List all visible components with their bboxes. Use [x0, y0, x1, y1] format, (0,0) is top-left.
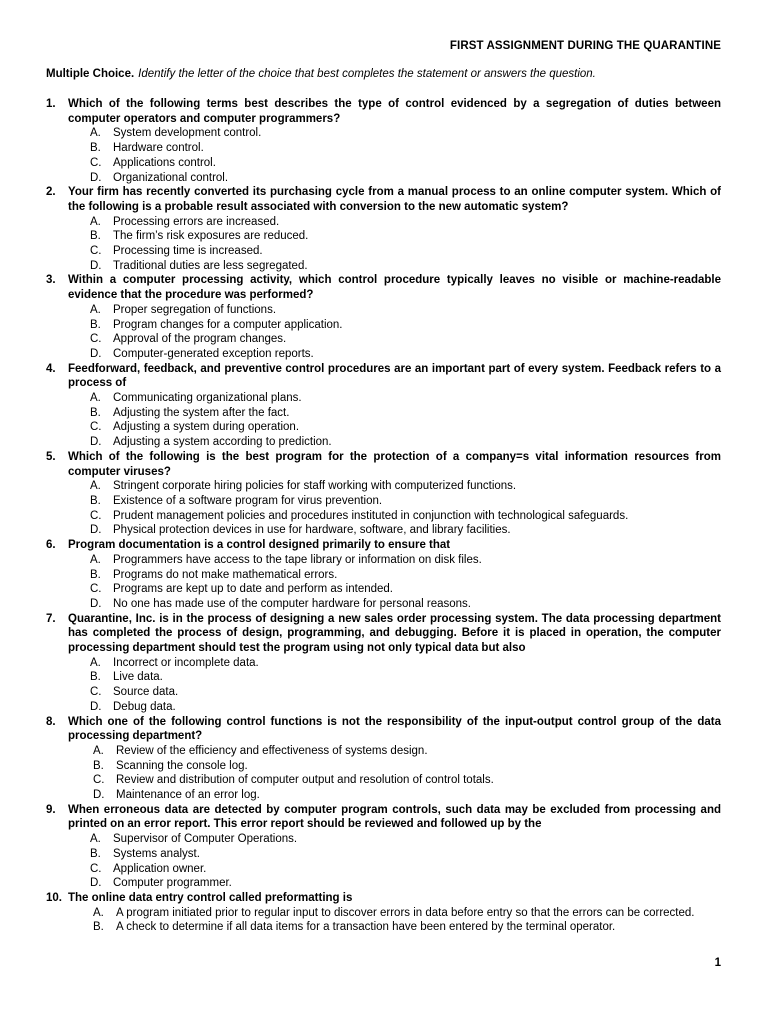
option-text: The firm’s risk exposures are reduced.: [113, 230, 309, 243]
option-text: Review and distribution of computer output and resolution of control totals.: [116, 774, 494, 787]
question-text: Which of the following terms best describes the type of control evidenced by a segregation of duties between computer operators and computer programmers?: [68, 98, 721, 125]
option-letter: A.: [90, 303, 101, 316]
question-number: 1.: [46, 98, 56, 110]
option-letter: A.: [90, 127, 101, 140]
answer-option: [68, 744, 721, 759]
option-text: Applications control.: [113, 156, 216, 169]
question-number: 7.: [46, 612, 56, 625]
answer-option: [68, 862, 721, 877]
answer-option: [68, 494, 721, 509]
option-letter: A.: [90, 392, 101, 405]
question-text: Which of the following is the best program for the protection of a company=s vital information resources from computer viruses?: [68, 450, 721, 478]
option-letter: C.: [90, 686, 102, 699]
option-letter: C.: [90, 509, 102, 522]
option-letter: A.: [90, 215, 101, 228]
question-8: [46, 715, 721, 803]
question-4: [46, 362, 721, 450]
answer-option: [68, 229, 721, 244]
option-text: Stringent corporate hiring policies for staff working with computerized functions.: [113, 480, 517, 493]
option-text: Computer-generated exception reports.: [113, 347, 314, 360]
option-letter: B.: [93, 921, 104, 934]
option-text: Organizational control.: [113, 171, 229, 184]
answer-option: [68, 773, 721, 788]
option-letter: A.: [90, 553, 101, 566]
page-title: FIRST ASSIGNMENT DURING THE QUARANTINE: [449, 40, 721, 52]
option-text: Programmers have access to the tape library or information on disk files.: [113, 553, 482, 566]
answer-options: [68, 126, 721, 185]
instructions: [46, 68, 596, 80]
answer-options: [68, 553, 721, 612]
instructions-label: Multiple Choice.: [46, 68, 135, 80]
answer-options: [68, 303, 721, 362]
instructions-text: Identify the letter of the choice that best completes the statement or answers the question.: [138, 68, 596, 80]
answer-option: [68, 582, 721, 597]
answer-option: [68, 656, 721, 671]
answer-option: [68, 171, 721, 186]
option-text: A program initiated prior to regular input to discover errors in data before entry so that the errors can be corrected.: [116, 906, 695, 919]
option-text: Live data.: [113, 671, 163, 684]
option-letter: D.: [90, 171, 102, 184]
question-6: [46, 538, 721, 612]
answer-options: [68, 391, 721, 450]
answer-option: [68, 259, 721, 274]
question-1: [46, 97, 721, 185]
answer-option: [68, 126, 721, 141]
answer-option: [68, 318, 721, 333]
option-letter: C.: [90, 862, 102, 875]
option-letter: D.: [93, 789, 105, 802]
question-10: [46, 891, 721, 935]
option-text: Programs are kept up to date and perform as intended.: [113, 583, 393, 596]
option-text: Proper segregation of functions.: [113, 303, 277, 316]
option-letter: C.: [93, 774, 105, 787]
option-letter: B.: [90, 671, 101, 684]
option-text: Supervisor of Computer Operations.: [113, 833, 298, 846]
option-letter: C.: [90, 156, 102, 169]
option-letter: A.: [90, 480, 101, 493]
option-text: Source data.: [113, 686, 179, 699]
option-text: A check to determine if all data items for a transaction have been entered by the terminal operator.: [116, 921, 616, 934]
option-text: Program changes for a computer application.: [113, 318, 343, 331]
option-text: Processing time is increased.: [113, 245, 263, 258]
option-text: Adjusting the system after the fact.: [113, 406, 290, 419]
option-letter: D.: [90, 436, 102, 449]
question-text: When erroneous data are detected by computer program controls, such data may be excluded from processing and printed on an error report. This error report should be reviewed and followed up by the: [68, 803, 721, 831]
answer-option: [68, 700, 721, 715]
option-letter: B.: [93, 759, 104, 772]
question-list: [46, 97, 721, 935]
option-letter: D.: [90, 259, 102, 272]
answer-option: [68, 597, 721, 612]
answer-option: [68, 332, 721, 347]
option-text: Adjusting a system during operation.: [113, 421, 300, 434]
option-text: Communicating organizational plans.: [113, 392, 302, 405]
question-text: Program documentation is a control designed primarily to ensure that: [68, 539, 451, 552]
question-number: 3.: [46, 274, 56, 287]
answer-option: [68, 141, 721, 156]
option-letter: A.: [90, 656, 101, 669]
option-text: Application owner.: [113, 862, 207, 875]
option-text: System development control.: [113, 127, 262, 140]
answer-options: [68, 656, 721, 715]
answer-option: [68, 906, 721, 921]
question-5: [46, 450, 721, 538]
option-letter: D.: [90, 877, 102, 890]
option-text: Traditional duties are less segregated.: [113, 259, 308, 272]
answer-option: [68, 553, 721, 568]
option-text: Review of the efficiency and effectiveness of systems design.: [116, 744, 428, 757]
option-letter: B.: [90, 406, 101, 419]
option-text: Hardware control.: [113, 142, 204, 155]
option-text: Processing errors are increased.: [113, 215, 280, 228]
answer-options: [68, 906, 721, 935]
answer-option: [68, 568, 721, 583]
answer-option: [68, 759, 721, 774]
question-3: [46, 273, 721, 361]
answer-options: [68, 479, 721, 538]
option-letter: D.: [90, 597, 102, 610]
option-text: Computer programmer.: [113, 877, 232, 890]
option-text: Scanning the console log.: [116, 759, 248, 772]
question-text: Feedforward, feedback, and preventive control procedures are an important part of every system. Feedback refers to a process of: [68, 362, 721, 390]
answer-option: [68, 156, 721, 171]
option-text: Adjusting a system according to prediction.: [113, 436, 332, 449]
option-letter: B.: [90, 318, 101, 331]
question-number: 6.: [46, 539, 56, 552]
question-number: 10.: [46, 891, 62, 904]
option-text: Systems analyst.: [113, 847, 200, 860]
answer-option: [68, 788, 721, 803]
answer-option: [68, 244, 721, 259]
question-number: 9.: [46, 803, 56, 816]
page-number: 1: [714, 957, 721, 969]
answer-options: [68, 744, 721, 803]
question-2: [46, 185, 721, 273]
answer-option: [68, 832, 721, 847]
question-7: [46, 612, 721, 715]
option-letter: D.: [90, 347, 102, 360]
question-text: Within a computer processing activity, which control procedure typically leaves no visible or machine-readable evidence that the procedure was performed?: [68, 274, 721, 302]
answer-option: [68, 876, 721, 891]
answer-option: [68, 215, 721, 230]
option-letter: D.: [90, 700, 102, 713]
option-text: Programs do not make mathematical errors.: [113, 568, 338, 581]
question-text: Your firm has recently converted its purchasing cycle from a manual process to an online computer system. Which of the following is a probable result associated with conversion to the new automatic system?: [68, 186, 721, 213]
question-number: 5.: [46, 450, 56, 463]
option-text: No one has made use of the computer hardware for personal reasons.: [113, 597, 471, 610]
answer-option: [68, 523, 721, 538]
option-text: Debug data.: [113, 700, 176, 713]
option-letter: B.: [90, 847, 101, 860]
option-letter: C.: [90, 583, 102, 596]
answer-option: [68, 420, 721, 435]
question-text: Which one of the following control functions is not the responsibility of the input-output control group of the data processing department?: [68, 715, 721, 743]
option-letter: D.: [90, 524, 102, 537]
answer-option: [68, 435, 721, 450]
option-text: Maintenance of an error log.: [116, 789, 260, 802]
answer-option: [68, 920, 721, 935]
answer-option: [68, 391, 721, 406]
option-letter: C.: [90, 333, 102, 346]
answer-option: [68, 509, 721, 524]
option-letter: B.: [90, 230, 101, 243]
answer-option: [68, 406, 721, 421]
option-text: Approval of the program changes.: [113, 333, 287, 346]
option-text: Incorrect or incomplete data.: [113, 656, 259, 669]
option-letter: B.: [90, 568, 101, 581]
option-text: Existence of a software program for virus prevention.: [113, 494, 383, 507]
answer-options: [68, 215, 721, 274]
answer-options: [68, 832, 721, 891]
option-letter: A.: [90, 833, 101, 846]
option-text: Prudent management policies and procedures instituted in conjunction with technological safeguards.: [113, 509, 629, 522]
question-9: [46, 803, 721, 891]
answer-option: [68, 347, 721, 362]
answer-option: [68, 685, 721, 700]
question-text: Quarantine, Inc. is in the process of designing a new sales order processing system. The data processing department has completed the process of design, programming, and debugging. Before it is placed in operation, the computer processing department should test the program using not only typical data but also: [68, 612, 721, 655]
option-letter: C.: [90, 245, 102, 258]
option-letter: A.: [93, 906, 104, 919]
option-letter: B.: [90, 494, 101, 507]
question-number: 8.: [46, 715, 56, 728]
answer-option: [68, 303, 721, 318]
question-text: The online data entry control called preformatting is: [68, 891, 353, 904]
answer-option: [68, 670, 721, 685]
option-letter: B.: [90, 142, 101, 155]
option-letter: C.: [90, 421, 102, 434]
option-text: Physical protection devices in use for hardware, software, and library facilities.: [113, 524, 511, 537]
option-letter: A.: [93, 744, 104, 757]
answer-option: [68, 847, 721, 862]
question-number: 4.: [46, 362, 56, 375]
question-number: 2.: [46, 186, 56, 199]
answer-option: [68, 479, 721, 494]
